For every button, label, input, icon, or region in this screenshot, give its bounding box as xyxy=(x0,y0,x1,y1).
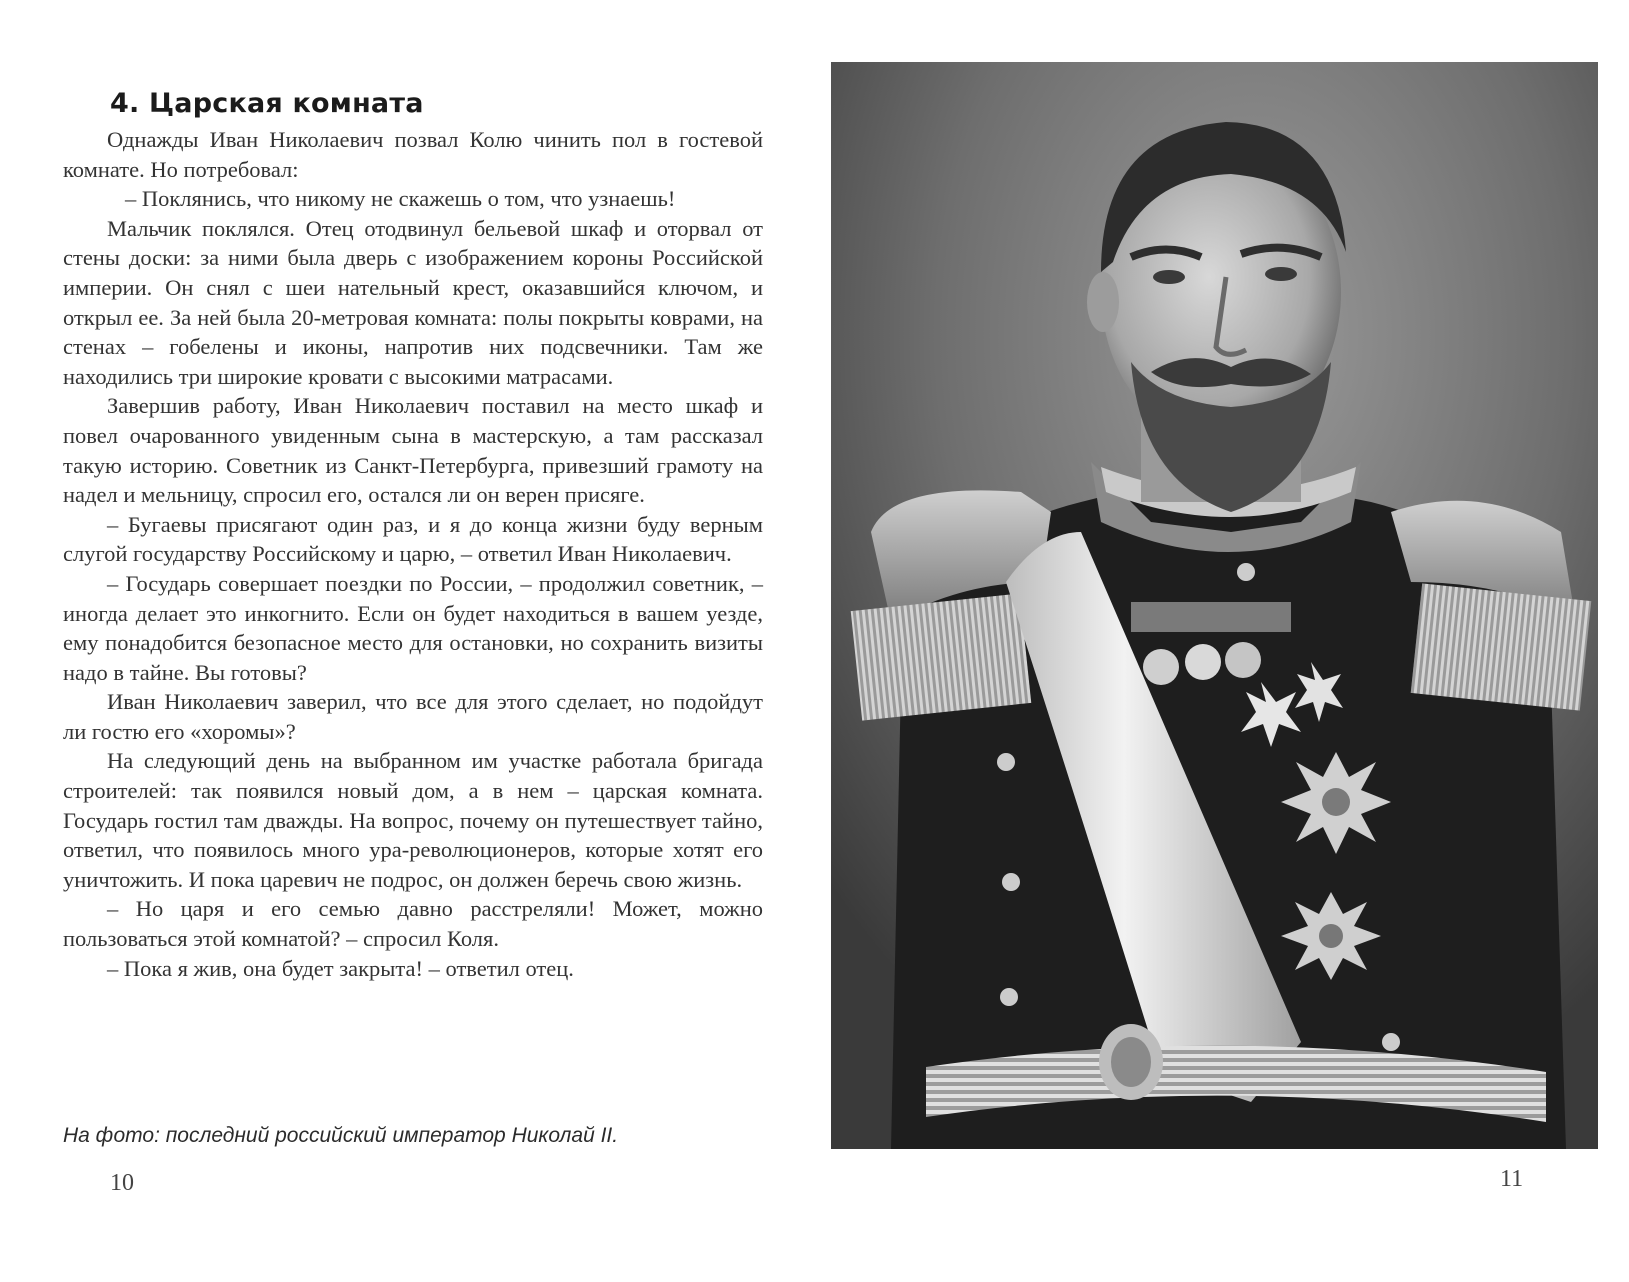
paragraph: Завершив работу, Иван Николаевич поставил на место шкаф и повел очарованного увиденным сына в мастерскую, а там рассказал такую историю. Советник из Санкт-Петербурга, привезший грамоту на надел и мельницу, спросил его, остался ли он верен присяге. xyxy=(63,393,763,508)
paragraph: – Государь совершает поездки по России, – продолжил советник, – иногда делает это инкогнито. Если он будет находиться в вашем уезде, ему понадобится безопасное место для остановки, но сохранить визиты надо в тайне. Вы готовы? xyxy=(63,570,763,685)
paragraph: Иван Николаевич заверил, что все для этого сделает, но подойдут ли гостю его «хоромы»? xyxy=(63,689,763,744)
right-page xyxy=(820,0,1629,1282)
page-number-left: 10 xyxy=(110,1170,134,1196)
paragraph: – Бугаевы присягают один раз, и я до конца жизни буду верным слугой государству Российскому и царю, – ответил Иван Николаевич. xyxy=(63,511,763,567)
paragraph: – Но царя и его семью давно расстреляли! Может, можно пользоваться этой комнатой? – спросил Коля. xyxy=(63,896,763,952)
portrait-illustration xyxy=(831,62,1598,1149)
paragraph: Мальчик поклялся. Отец отодвинул бельевой шкаф и оторвал от стены доски: за ними была дверь с изображением короны Российской империи. Он снял с шеи нательный крест, оказавшийся ключом, и открыл ее. За ней была 20-метровая комната: полы покрыты коврами, на стенах – гобелены и иконы, напротив них подсвечники. Там же находились три широкие кровати с высокими матрасами. xyxy=(63,215,763,389)
paragraph: Однажды Иван Николаевич позвал Колю чинить пол в гостевой комнате. Но потребовал: xyxy=(63,127,763,182)
paragraph: – Поклянись, что никому не скажешь о том, что узнаешь! xyxy=(125,186,676,212)
paragraph: – Пока я жив, она будет закрыта! – ответил отец. xyxy=(107,955,574,981)
paragraph: На следующий день на выбранном им участке работала бригада строителей: так появился новый дом, а в нем – царская комната. Государь гостил там дважды. На вопрос, почему он путешествует тайно, ответил, что появилось много ура-революционеров, которые хотят его уничтожить. И пока царевич не подрос, он должен беречь свою жизнь. xyxy=(63,748,763,892)
chapter-body xyxy=(63,125,763,983)
portrait-photo xyxy=(831,62,1598,1149)
page-number-right: 11 xyxy=(1500,1166,1524,1192)
chapter-title: 4. Царская комната xyxy=(110,88,424,119)
photo-caption: На фото: последний российский император Николай II. xyxy=(63,1124,619,1147)
